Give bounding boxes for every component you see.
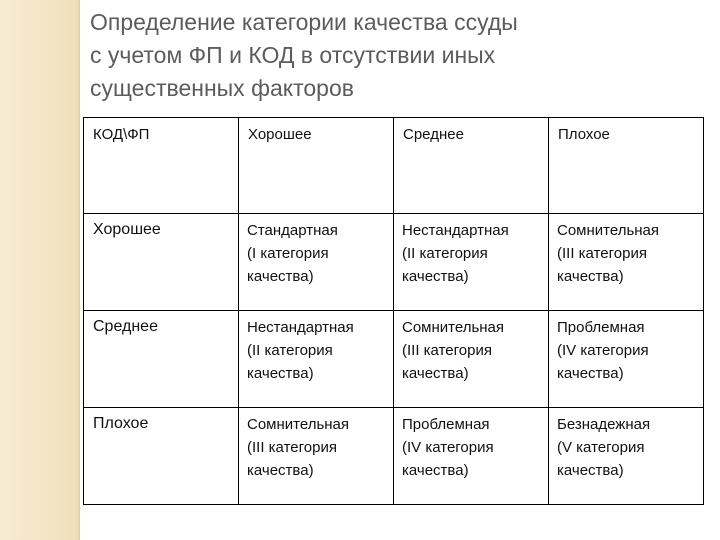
cell-category-suffix: качества) (247, 462, 314, 479)
table-cell (394, 408, 549, 505)
column-header-good: Хорошее (239, 118, 394, 214)
table-row (84, 408, 704, 505)
row-header-bad: Плохое (84, 408, 239, 505)
table-corner-cell: КОД\ФП (84, 118, 239, 214)
cell-category-number: (III категория (402, 342, 492, 359)
table-cell (549, 408, 704, 505)
cell-category-suffix: качества) (247, 268, 314, 285)
cell-category: Сомнительная (247, 416, 350, 433)
column-header-average: Среднее (394, 118, 549, 214)
row-header-average: Среднее (84, 311, 239, 408)
cell-category: Сомнительная (557, 222, 660, 239)
cell-category-number: (III категория (557, 245, 647, 262)
slide-title-line-2: с учетом ФП и КОД в отсутствии иных (90, 42, 496, 68)
cell-category-number: (V категория (557, 439, 645, 456)
cell-category-suffix: качества) (557, 268, 624, 285)
table-row (84, 214, 704, 311)
table-header-row (84, 118, 704, 214)
cell-category: Стандартная (247, 222, 338, 239)
cell-category: Проблемная (557, 319, 645, 336)
decorative-sidebar-strip (0, 0, 80, 540)
cell-category: Сомнительная (402, 319, 505, 336)
table-cell (239, 408, 394, 505)
cell-category: Безнадежная (557, 416, 651, 433)
slide-title-line-1: Определение категории качества ссуды (90, 9, 518, 35)
table-cell (394, 214, 549, 311)
column-header-bad: Плохое (549, 118, 704, 214)
slide-title (90, 6, 690, 105)
table-row (84, 311, 704, 408)
loan-quality-category-table (83, 117, 704, 505)
cell-category: Проблемная (402, 416, 490, 433)
table-header (84, 118, 704, 214)
cell-category-number: (II категория (402, 245, 488, 262)
table-cell (239, 311, 394, 408)
cell-category: Нестандартная (247, 319, 354, 336)
cell-category-suffix: качества) (402, 365, 469, 382)
cell-category-number: (IV категория (402, 439, 494, 456)
table-cell (549, 311, 704, 408)
slide-title-line-3: существенных факторов (90, 75, 354, 101)
table-cell (394, 311, 549, 408)
cell-category: Нестандартная (402, 222, 509, 239)
table-body (84, 214, 704, 505)
row-header-good: Хорошее (84, 214, 239, 311)
cell-category-suffix: качества) (557, 365, 624, 382)
cell-category-suffix: качества) (402, 462, 469, 479)
cell-category-number: (III категория (247, 439, 337, 456)
cell-category-number: (II категория (247, 342, 333, 359)
cell-category-number: (I категория (247, 245, 329, 262)
cell-category-suffix: качества) (557, 462, 624, 479)
table-cell (239, 214, 394, 311)
cell-category-number: (IV категория (557, 342, 649, 359)
table-cell (549, 214, 704, 311)
cell-category-suffix: качества) (402, 268, 469, 285)
cell-category-suffix: качества) (247, 365, 314, 382)
